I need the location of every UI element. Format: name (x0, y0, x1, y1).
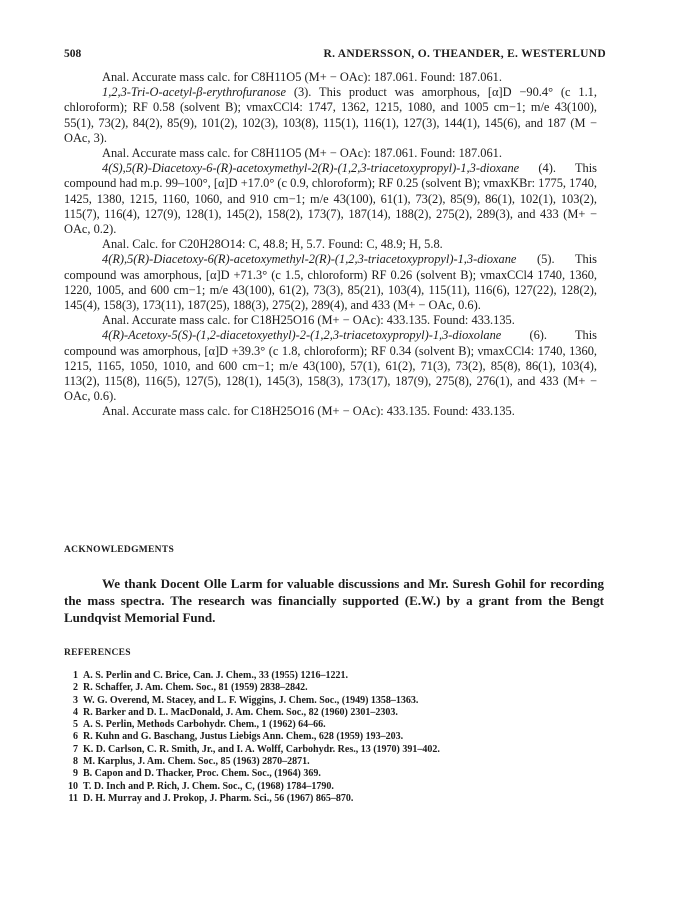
compound-4-name: 4(S),5(R)-Diacetoxy-6-(R)-acetoxymethyl-2(R)-(1,2,3-triacetoxypropyl)-1,3-dioxane (102, 161, 520, 176)
running-header (64, 48, 606, 64)
reference-item: 7 K. D. Carlson, C. R. Smith, Jr., and I. A. Wolff, Carbohydr. Res., 13 (1970) 391–402. (73, 743, 440, 755)
compound-4-data: (4). This compound had m.p. 99–100°, [α]D +17.0° (c 0.9, chloroform); RF 0.25 (solvent B); νmaxKBr: 1775, 1740, 1425, 1380, 1215, 1160, 1060, and 910 cm−1; m/e 43(100), 61(1), 73(2), 85(9), 86(1), 102(1), 103(2), 115(7), 116(4), 127(9), 128(1), 145(2), 158(2), 173(7), 187(14), 188(2), 275(2), 289(3), and 433 (M+ − OAc, 0.2). (64, 161, 597, 237)
acknowledgments-heading: ACKNOWLEDGMENTS (64, 545, 175, 555)
compound-3-data: (3). This product was amorphous, [α]D −90.4° (c 1.1, chloroform); RF 0.58 (solvent B); νmaxCCl4: 1747, 1362, 1215, 1080, and 1005 cm−1; m/e 43(100), 55(1), 73(2), 84(2), 85(9), 101(2), 102(3), 103(8), 115(1), 116(1), 127(3), 144(1), 145(6), and 187 (M − OAc, 3). (64, 85, 597, 145)
reference-item: 10 T. D. Inch and P. Rich, J. Chem. Soc., C, (1968) 1784–1790. (68, 780, 334, 792)
analysis-paragraph-3: Anal. Calc. for C20H28O14: C, 48.8; H, 5.7. Found: C, 48.9; H, 5.8. (102, 237, 443, 252)
compound-5-data: (5). This compound was amorphous, [α]D +71.3° (c 1.5, chloroform) RF 0.26 (solvent B); νmaxCCl4 1740, 1360, 1220, 1005, and 600 cm−1; m/e 43(100), 61(2), 73(3), 85(21), 103(4), 115(11), 116(6), 127(22), 128(2), 145(4), 158(3), 173(11), 187(25), 188(3), 275(2), 289(4), and 433 (M+ − OAc, 0.6). (64, 252, 597, 313)
compound-6-paragraph (64, 328, 597, 404)
reference-item: 6 R. Kuhn and G. Baschang, Justus Liebigs Ann. Chem., 628 (1959) 193–203. (73, 731, 404, 743)
compound-6-name: 4(R)-Acetoxy-5(S)-(1,2-diacetoxyethyl)-2-(1,2,3-triacetoxypropyl)-1,3-dioxolane (102, 328, 502, 343)
compound-5-name: 4(R),5(R)-Diacetoxy-6(R)-acetoxymethyl-2(R)-(1,2,3-triacetoxypropyl)-1,3-dioxane (102, 252, 517, 267)
reference-item: 8 M. Karplus, J. Am. Chem. Soc., 85 (1963) 2870–2871. (73, 756, 310, 768)
reference-list (64, 670, 584, 805)
compound-3-paragraph (64, 85, 597, 146)
analysis-paragraph-5: Anal. Accurate mass calc. for C18H25O16 (M+ − OAc): 433.135. Found: 433.135. (102, 404, 515, 419)
reference-item: 4 R. Barker and D. L. MacDonald, J. Am. Chem. Soc., 82 (1960) 2301–2303. (73, 706, 398, 718)
compound-3-name: 1,2,3-Tri-O-acetyl-β-erythrofuranose (102, 85, 286, 100)
analysis-paragraph-2: Anal. Accurate mass calc. for C8H11O5 (M+ − OAc): 187.061. Found: 187.061. (102, 146, 502, 161)
references-heading: REFERENCES (64, 648, 131, 658)
reference-item: 9 B. Capon and D. Thacker, Proc. Chem. Soc., (1964) 369. (73, 768, 321, 780)
reference-item: 2 R. Schaffer, J. Am. Chem. Soc., 81 (1959) 2838–2842. (73, 682, 308, 694)
analysis-paragraph-1: Anal. Accurate mass calc. for C8H11O5 (M+ − OAc): 187.061. Found: 187.061. (102, 70, 502, 84)
reference-item: 3 W. G. Overend, M. Stacey, and L. F. Wiggins, J. Chem. Soc., (1949) 1358–1363. (73, 694, 419, 706)
experimental-text (64, 70, 597, 420)
reference-item: 5 A. S. Perlin, Methods Carbohydr. Chem., 1 (1962) 64–66. (73, 719, 326, 731)
analysis-paragraph-4: Anal. Accurate mass calc. for C18H25O16 (M+ − OAc): 433.135. Found: 433.135. (102, 313, 515, 328)
compound-6-data: (6). This compound was amorphous, [α]D +39.3° (c 1.8, chloroform); RF 0.34 (solvent B); νmaxCCl4: 1740, 1360, 1215, 1165, 1050, 1010, and 600 cm−1; m/e 43(100), 57(1), 61(2), 71(3), 73(2), 85(8), 86(1), 103(4), 113(2), 115(8), 116(5), 127(5), 128(1), 145(3), 158(3), 173(17), 187(9), 275(8), 276(1), and 433 (M+ − OAc, 0.6). (64, 328, 597, 404)
reference-item: 11 D. H. Murray and J. Prokop, J. Pharm. Sci., 56 (1967) 865–870. (68, 792, 354, 804)
reference-item: 1 A. S. Perlin and C. Brice, Can. J. Chem., 33 (1955) 1216–1221. (73, 670, 348, 681)
page-number: 508 (64, 48, 82, 60)
acknowledgments-text: We thank Docent Olle Larm for valuable discussions and Mr. Suresh Gohil for recording the mass spectra. The research was financially supported (E.W.) by a grant from the Bengt Lundqvist Memorial Fund. (64, 576, 604, 625)
compound-5-paragraph (64, 252, 597, 313)
running-authors: R. ANDERSSON, O. THEANDER, E. WESTERLUND (323, 48, 606, 60)
compound-4-paragraph (64, 161, 597, 237)
